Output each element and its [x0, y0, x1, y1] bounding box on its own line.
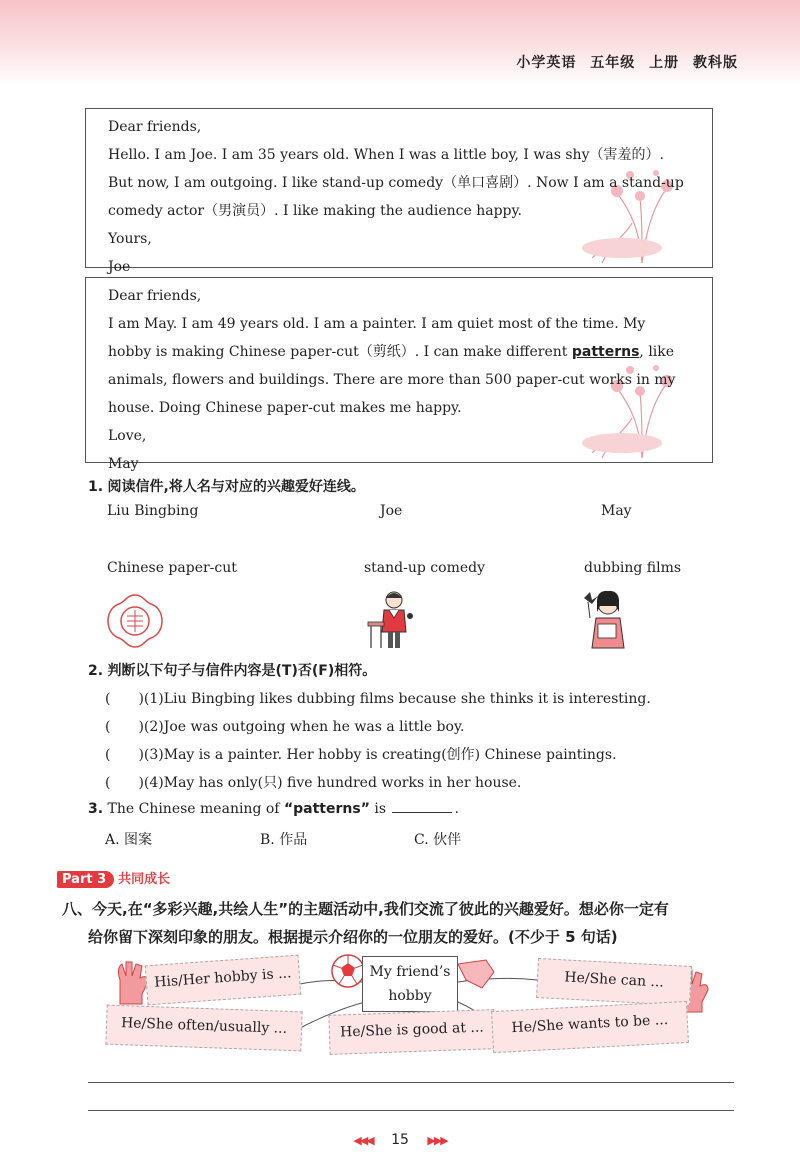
bubble-hobby-is: His/Her hobby is ...: [145, 955, 301, 1006]
page-header: [0, 0, 800, 86]
ribbon-icon: [456, 958, 496, 992]
tf-item-4: ( )(4)May has only(只) five hundred works in her house.: [105, 775, 522, 791]
answer-blank[interactable]: [392, 812, 452, 813]
bubble-wants-to-be: He/She wants to be ...: [491, 1001, 689, 1053]
hobby-paper-cut: Chinese paper-cut: [107, 560, 237, 576]
header-book: 小学英语: [516, 55, 577, 71]
letter-may-line: house. Doing Chinese paper-cut makes me happy.: [108, 400, 462, 416]
question-1: 1. 阅读信件,将人名与对应的兴趣爱好连线。: [88, 479, 365, 495]
letter-joe: [85, 108, 713, 275]
letter-may-line: I am May. I am 49 years old. I am a painter. I am quiet most of the time. My: [108, 316, 646, 332]
letter-joe-line: Hello. I am Joe. I am 35 years old. When I was a little boy, I was shy（害羞的）.: [108, 147, 664, 163]
tf-item-1: ( )(1)Liu Bingbing likes dubbing films because she thinks it is interesting.: [105, 691, 651, 707]
tf-item-3: ( )(3)May is a painter. Her hobby is creating(创作) Chinese paintings.: [105, 747, 617, 763]
letter-may-closing: Love,: [108, 428, 147, 444]
letter-may-line: animals, flowers and buildings. There are more than 500 paper-cut works in my: [108, 372, 676, 388]
header-volume: 上册: [649, 55, 680, 71]
option-b: B. 作品: [260, 832, 308, 848]
question-2-instruction: 判断以下句子与信件内容是(T)否(F)相符。: [107, 663, 377, 679]
letter-may-greeting: Dear friends,: [108, 288, 202, 304]
bubble-center: [362, 956, 458, 1012]
bubble-center-line-1: My friend’s: [369, 964, 451, 980]
hobby-stand-up-comedy: stand-up comedy: [364, 560, 485, 576]
question-3: 3. The Chinese meaning of “patterns” is .: [88, 801, 459, 817]
tf-item-2: ( )(2)Joe was outgoing when he was a little boy.: [105, 719, 465, 735]
left-arrows-icon: ◀◀◀: [353, 1134, 373, 1147]
letter-may-line: hobby is making Chinese paper-cut（剪纸）. I can make different patterns, like: [108, 344, 675, 360]
name-may: May: [601, 503, 632, 519]
paper-cut-icon: [105, 592, 165, 650]
letter-joe-line: But now, I am outgoing. I like stand-up comedy（单口喜剧）. Now I am a stand-up: [108, 175, 684, 191]
bubble-good-at: He/She is good at ...: [328, 1009, 495, 1055]
bubble-center-line-2: hobby: [388, 988, 432, 1004]
patterns-keyword: “patterns”: [283, 801, 370, 817]
name-liu-bingbing: Liu Bingbing: [107, 503, 199, 519]
header-text: [516, 52, 738, 72]
page-number: 15: [391, 1132, 409, 1148]
writing-line[interactable]: [88, 1110, 734, 1111]
task-8-line-1: 八、今天,在“多彩兴趣,共绘人生”的主题活动中,我们交流了彼此的兴趣爱好。想必你一定有: [62, 900, 669, 918]
soccer-ball-icon: [330, 953, 366, 989]
part-3-tag: Part 3: [57, 871, 114, 888]
header-edition: 教科版: [693, 55, 738, 71]
letter-joe-closing: Yours,: [108, 231, 152, 247]
task-8-line-2: 给你留下深刻印象的朋友。根据提示介绍你的一位朋友的爱好。(不少于 5 句话): [88, 928, 618, 946]
comedian-icon: [362, 588, 422, 650]
option-a: A. 图案: [105, 832, 153, 848]
patterns-word: patterns: [571, 344, 640, 360]
letter-joe-signature: Joe: [108, 259, 131, 275]
part-3-title: 共同成长: [118, 872, 171, 887]
dubbing-girl-icon: [578, 588, 638, 650]
question-1-instruction: 阅读信件,将人名与对应的兴趣爱好连线。: [107, 479, 365, 495]
bubble-often-usually: He/She often/usually ...: [105, 1005, 302, 1052]
letter-joe-line: comedy actor（男演员）. I like making the audience happy.: [108, 203, 522, 219]
bubble-can: He/She can ...: [536, 958, 692, 1006]
letter-may: [85, 277, 713, 472]
question-2: 2. 判断以下句子与信件内容是(T)否(F)相符。: [88, 663, 377, 679]
letter-joe-greeting: Dear friends,: [108, 119, 202, 135]
page-footer: [0, 1132, 800, 1148]
part-3-heading: [57, 868, 170, 888]
right-arrows-icon: ▶▶▶: [427, 1134, 447, 1147]
hobby-dubbing-films: dubbing films: [584, 560, 682, 576]
option-c: C. 伙伴: [414, 832, 462, 848]
letter-may-signature: May: [108, 456, 139, 472]
header-grade: 五年级: [590, 55, 636, 71]
name-joe: Joe: [380, 503, 403, 519]
writing-line[interactable]: [88, 1082, 734, 1083]
